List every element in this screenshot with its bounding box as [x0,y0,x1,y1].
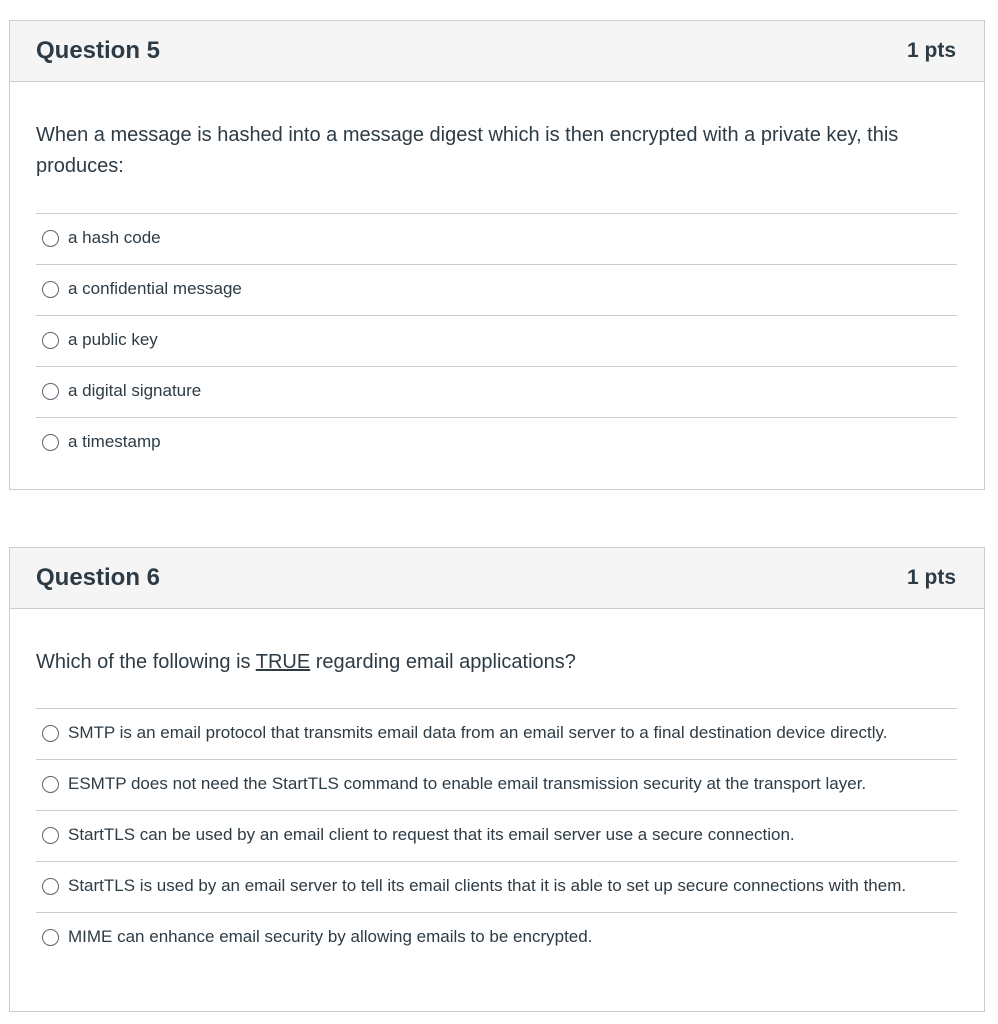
question-text-part: Which of the following is [36,651,256,673]
question-points: 1 pts [906,39,956,62]
answer-label: a hash code [68,228,161,247]
answer-option[interactable] [36,811,957,862]
radio-button[interactable] [42,725,59,742]
radio-button[interactable] [42,776,59,793]
answer-label: a confidential message [68,279,242,298]
answer-label: StartTLS is used by an email server to tell its email clients that it is able to set up secure connections with them. [68,876,907,895]
radio-button[interactable] [42,332,59,349]
question-text-part: When a message is hashed into a message digest which is then encrypted with a private key, this produces: [36,124,899,177]
question-body [10,609,984,963]
question-text [36,82,957,213]
answer-option[interactable] [36,367,957,418]
answer-option[interactable] [36,913,957,963]
question-text [36,609,957,708]
question-card-6 [9,547,985,1012]
question-text-part: regarding email applications? [310,651,576,673]
answer-label: StartTLS can be used by an email client to request that its email server use a secure connection. [68,825,795,844]
answer-option[interactable] [36,214,957,265]
radio-button[interactable] [42,434,59,451]
answer-list [36,213,957,468]
radio-button[interactable] [42,383,59,400]
radio-button[interactable] [42,878,59,895]
radio-button[interactable] [42,827,59,844]
question-card-5 [9,20,985,490]
answer-option[interactable] [36,316,957,367]
radio-button[interactable] [42,929,59,946]
question-text-emphasis: TRUE [255,651,311,673]
answer-label: MIME can enhance email security by allowing emails to be encrypted. [68,927,593,946]
question-body [10,82,984,468]
question-points: 1 pts [906,566,956,589]
radio-button[interactable] [42,230,59,247]
answer-option[interactable] [36,265,957,316]
answer-list [36,708,957,963]
question-title: Question 6 [36,564,161,591]
answer-option[interactable] [36,418,957,468]
radio-button[interactable] [42,281,59,298]
question-header [10,21,984,82]
answer-label: a public key [68,330,158,349]
answer-option[interactable] [36,760,957,811]
answer-label: SMTP is an email protocol that transmits email data from an email server to a final destination device directly. [68,723,888,742]
question-title: Question 5 [36,37,161,64]
answer-label: a digital signature [68,381,202,400]
answer-option[interactable] [36,709,957,760]
answer-label: ESMTP does not need the StartTLS command to enable email transmission security at the transport layer. [68,774,867,793]
question-header [10,548,984,609]
answer-label: a timestamp [68,432,161,451]
answer-option[interactable] [36,862,957,913]
